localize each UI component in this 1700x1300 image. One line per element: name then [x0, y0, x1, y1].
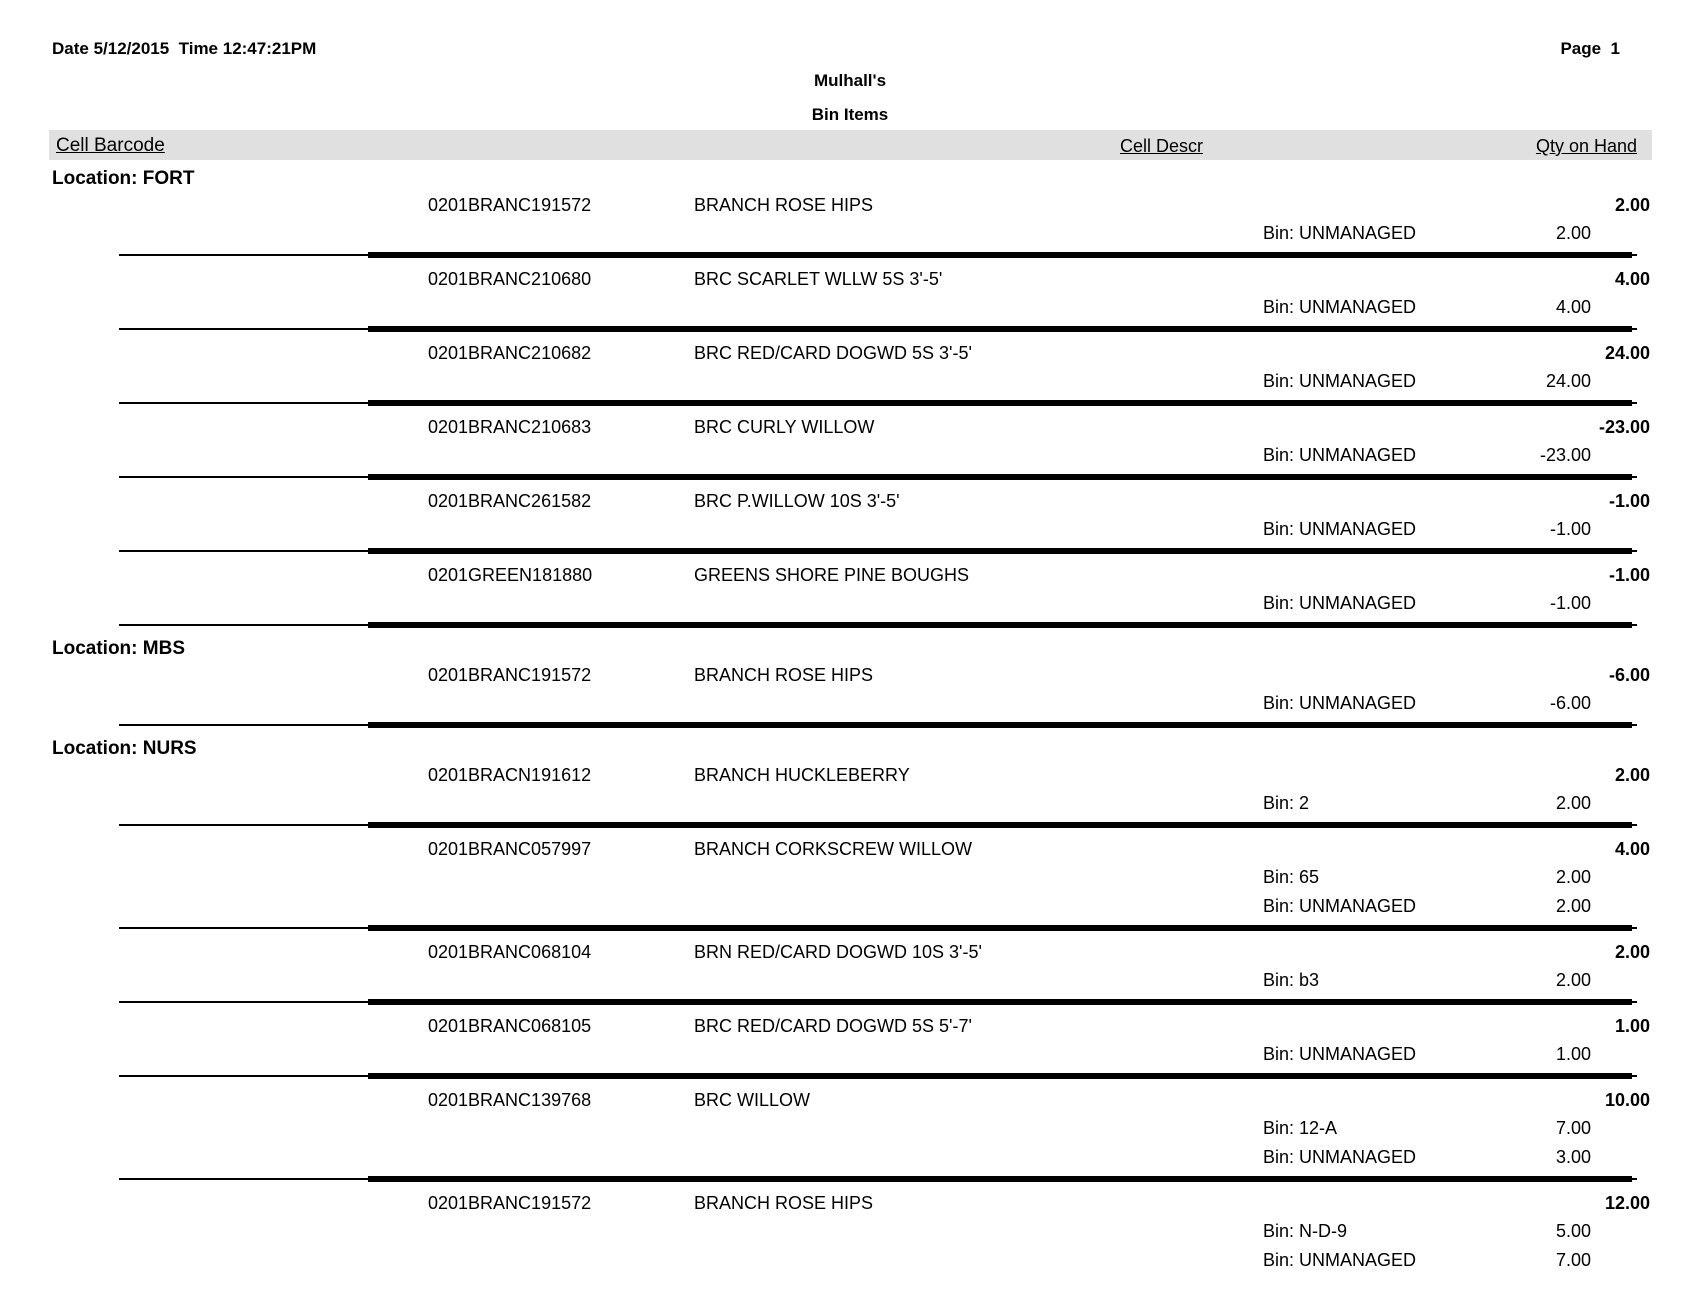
item-row	[52, 1013, 1650, 1040]
column-header-cell-descr: Cell Descr	[1120, 136, 1204, 156]
bin-qty: 4.00	[1555, 297, 1591, 317]
item-description: BRC SCARLET WLLW 5S 3'-5'	[694, 269, 943, 289]
item-bins	[52, 1217, 1650, 1275]
bin-label: Bin: UNMANAGED	[1263, 593, 1417, 613]
column-header-bar	[49, 130, 1652, 160]
bin-row	[52, 1217, 1650, 1246]
item-barcode: 0201BRANC210680	[428, 269, 592, 289]
separator-thick-line	[368, 1176, 1632, 1182]
item-bins	[52, 219, 1650, 248]
item-total-qty: 4.00	[1614, 269, 1650, 289]
bin-row	[52, 1246, 1650, 1275]
item-row	[52, 266, 1650, 293]
record-separator	[52, 252, 1650, 258]
item-total-qty: 12.00	[1604, 1193, 1650, 1213]
location-label: Location: NURS	[52, 738, 197, 759]
report-content	[52, 130, 1650, 1275]
bin-row	[52, 892, 1650, 921]
bin-label: Bin: 65	[1263, 867, 1320, 887]
record-separator	[52, 548, 1650, 554]
item-bins	[52, 966, 1650, 995]
bin-qty: -1.00	[1549, 593, 1591, 613]
item-total-qty: 2.00	[1614, 942, 1650, 962]
bin-label: Bin: 2	[1263, 793, 1310, 813]
item-description: BRANCH ROSE HIPS	[694, 665, 874, 685]
item-barcode: 0201BRANC139768	[428, 1090, 592, 1110]
item-row	[52, 762, 1650, 789]
item-barcode: 0201BRANC191572	[428, 665, 592, 685]
bin-row	[52, 689, 1650, 718]
bin-qty: 7.00	[1555, 1118, 1591, 1138]
record-separator	[52, 722, 1650, 728]
item-barcode: 0201BRANC210683	[428, 417, 592, 437]
bin-qty: 2.00	[1555, 867, 1591, 887]
item-row	[52, 562, 1650, 589]
bin-label: Bin: UNMANAGED	[1263, 371, 1417, 391]
bin-row	[52, 441, 1650, 470]
bin-label: Bin: UNMANAGED	[1263, 1147, 1417, 1167]
item-bins	[52, 293, 1650, 322]
item-total-qty: -1.00	[1608, 565, 1650, 585]
item-total-qty: -1.00	[1608, 491, 1650, 511]
record-separator	[52, 622, 1650, 628]
item-row	[52, 939, 1650, 966]
bin-label: Bin: UNMANAGED	[1263, 693, 1417, 713]
bin-row	[52, 863, 1650, 892]
item-row	[52, 1087, 1650, 1114]
bin-qty: 3.00	[1555, 1147, 1591, 1167]
item-total-qty: 2.00	[1614, 765, 1650, 785]
item-description: BRANCH ROSE HIPS	[694, 1193, 874, 1213]
separator-thick-line	[368, 326, 1632, 332]
record-separator	[52, 400, 1650, 406]
page-number: Page 1	[1560, 39, 1620, 58]
item-description: BRN RED/CARD DOGWD 10S 3'-5'	[694, 942, 982, 962]
item-row	[52, 1190, 1650, 1217]
bin-row	[52, 515, 1650, 544]
item-description: BRC RED/CARD DOGWD 5S 3'-5'	[694, 343, 972, 363]
location-section	[52, 636, 1650, 728]
item-total-qty: 10.00	[1604, 1090, 1650, 1110]
bin-qty: 2.00	[1555, 223, 1591, 243]
bin-qty: -1.00	[1549, 519, 1591, 539]
report-header-row	[0, 0, 1700, 60]
record-separator	[52, 326, 1650, 332]
item-bins	[52, 589, 1650, 618]
report-body	[52, 166, 1650, 1275]
bin-row	[52, 966, 1650, 995]
bin-row	[52, 219, 1650, 248]
separator-thick-line	[368, 400, 1632, 406]
item-row	[52, 836, 1650, 863]
location-items	[52, 662, 1650, 728]
bin-label: Bin: UNMANAGED	[1263, 223, 1417, 243]
bin-qty: -23.00	[1539, 445, 1591, 465]
bin-qty: 2.00	[1555, 970, 1591, 990]
item-record	[52, 192, 1650, 258]
separator-thick-line	[368, 474, 1632, 480]
item-total-qty: 4.00	[1614, 839, 1650, 859]
item-barcode: 0201BRANC191572	[428, 1193, 592, 1213]
bin-row	[52, 589, 1650, 618]
bin-qty: 7.00	[1555, 1250, 1591, 1270]
item-row	[52, 662, 1650, 689]
location-label: Location: FORT	[52, 168, 195, 189]
column-header-cell-barcode: Cell Barcode	[56, 135, 165, 156]
item-record	[52, 1190, 1650, 1275]
bin-qty: 2.00	[1555, 793, 1591, 813]
report-datetime: Date 5/12/2015 Time 12:47:21PM	[52, 39, 317, 58]
bin-label: Bin: N-D-9	[1263, 1221, 1348, 1241]
item-record	[52, 662, 1650, 728]
separator-thick-line	[368, 822, 1632, 828]
item-barcode: 0201BRANC057997	[428, 839, 592, 859]
record-separator	[52, 925, 1650, 931]
separator-thick-line	[368, 925, 1632, 931]
item-row	[52, 192, 1650, 219]
bin-qty: 5.00	[1555, 1221, 1591, 1241]
item-record	[52, 762, 1650, 828]
item-description: BRC RED/CARD DOGWD 5S 5'-7'	[694, 1016, 972, 1036]
separator-thick-line	[368, 622, 1632, 628]
item-description: BRANCH HUCKLEBERRY	[694, 765, 910, 785]
bin-qty: -6.00	[1549, 693, 1591, 713]
bin-label: Bin: 12-A	[1263, 1118, 1338, 1138]
item-total-qty: -23.00	[1598, 417, 1650, 437]
record-separator	[52, 1073, 1650, 1079]
bin-label: Bin: b3	[1263, 970, 1320, 990]
item-description: GREENS SHORE PINE BOUGHS	[694, 565, 970, 585]
bin-row	[52, 1143, 1650, 1172]
item-bins	[52, 689, 1650, 718]
item-record	[52, 340, 1650, 406]
bin-qty: 1.00	[1555, 1044, 1591, 1064]
column-header-qty-on-hand: Qty on Hand	[1535, 136, 1637, 156]
company-title: Mulhall's	[813, 71, 887, 90]
bin-label: Bin: UNMANAGED	[1263, 519, 1417, 539]
item-bins	[52, 515, 1650, 544]
item-barcode: 0201BRACN191612	[428, 765, 592, 785]
separator-thick-line	[368, 1073, 1632, 1079]
location-label: Location: MBS	[52, 638, 185, 659]
location-items	[52, 762, 1650, 1275]
record-separator	[52, 822, 1650, 828]
record-separator	[52, 999, 1650, 1005]
item-description: BRANCH ROSE HIPS	[694, 195, 874, 215]
item-record	[52, 836, 1650, 931]
item-barcode: 0201BRANC068105	[428, 1016, 592, 1036]
bin-row	[52, 789, 1650, 818]
separator-thick-line	[368, 548, 1632, 554]
location-items	[52, 192, 1650, 628]
item-record	[52, 266, 1650, 332]
item-record	[52, 414, 1650, 480]
item-bins	[52, 789, 1650, 818]
bin-row	[52, 1114, 1650, 1143]
separator-thick-line	[368, 252, 1632, 258]
item-description: BRC WILLOW	[694, 1090, 811, 1110]
item-total-qty: 1.00	[1614, 1016, 1650, 1036]
item-bins	[52, 1040, 1650, 1069]
item-description: BRANCH CORKSCREW WILLOW	[694, 839, 973, 859]
bin-label: Bin: UNMANAGED	[1263, 297, 1417, 317]
item-total-qty: -6.00	[1608, 665, 1650, 685]
bin-row	[52, 367, 1650, 396]
item-record	[52, 1087, 1650, 1182]
item-description: BRC CURLY WILLOW	[694, 417, 875, 437]
item-record	[52, 1013, 1650, 1079]
item-barcode: 0201GREEN181880	[428, 565, 593, 585]
item-bins	[52, 441, 1650, 470]
report-title: Bin Items	[811, 105, 889, 124]
item-bins	[52, 863, 1650, 921]
location-section	[52, 736, 1650, 1275]
record-separator	[52, 1176, 1650, 1182]
item-barcode: 0201BRANC068104	[428, 942, 592, 962]
bin-row	[52, 293, 1650, 322]
item-row	[52, 340, 1650, 367]
item-total-qty: 24.00	[1604, 343, 1650, 363]
bin-label: Bin: UNMANAGED	[1263, 896, 1417, 916]
bin-label: Bin: UNMANAGED	[1263, 445, 1417, 465]
record-separator	[52, 474, 1650, 480]
location-section	[52, 166, 1650, 628]
item-record	[52, 562, 1650, 628]
bin-row	[52, 1040, 1650, 1069]
item-barcode: 0201BRANC261582	[428, 491, 592, 511]
bin-label: Bin: UNMANAGED	[1263, 1250, 1417, 1270]
bin-qty: 2.00	[1555, 896, 1591, 916]
separator-thick-line	[368, 999, 1632, 1005]
item-total-qty: 2.00	[1614, 195, 1650, 215]
item-record	[52, 939, 1650, 1005]
bin-label: Bin: UNMANAGED	[1263, 1044, 1417, 1064]
item-row	[52, 488, 1650, 515]
bin-qty: 24.00	[1545, 371, 1591, 391]
item-record	[52, 488, 1650, 554]
item-bins	[52, 1114, 1650, 1172]
item-bins	[52, 367, 1650, 396]
item-row	[52, 414, 1650, 441]
item-description: BRC P.WILLOW 10S 3'-5'	[694, 491, 900, 511]
item-barcode: 0201BRANC191572	[428, 195, 592, 215]
item-barcode: 0201BRANC210682	[428, 343, 592, 363]
separator-thick-line	[368, 722, 1632, 728]
